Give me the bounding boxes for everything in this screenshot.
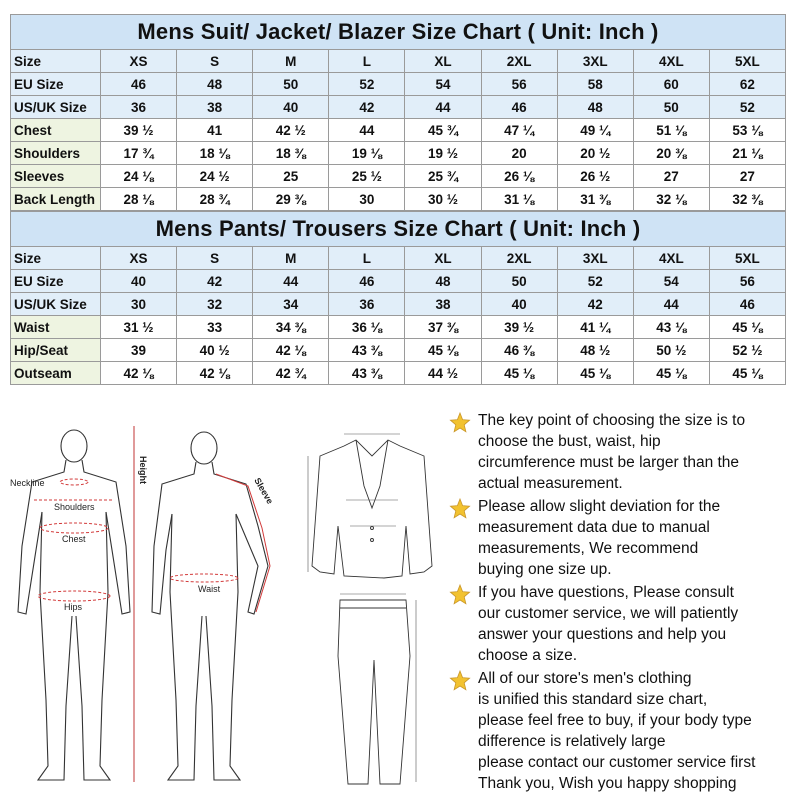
suit-row-label: Chest [11,119,101,142]
pants-cell: 42 ¾ [253,362,329,385]
suit-cell: 48 [557,96,633,119]
suit-cell: 5XL [709,50,785,73]
jacket-sketch [312,440,432,578]
note-text: Please allow slight deviation for the measurement data due to manual measurements, We recommend buying one size up. [478,498,721,578]
front-measure-lines [34,426,134,782]
pants-cell: 46 ⅜ [481,339,557,362]
pants-cell: 38 [405,293,481,316]
pants-row [11,339,786,362]
note-item [446,582,792,666]
note-text: All of our store's men's clothing is unified this standard size chart, please feel free to buy, if your body type difference is relatively large please contact our customer service first Thank you, Wish you happy shopping [478,670,756,792]
pants-cell: 48 [405,270,481,293]
suit-row-label: US/UK Size [11,96,101,119]
suit-cell: 31 ⅛ [481,188,557,211]
pants-row-label: US/UK Size [11,293,101,316]
suit-cell: 24 ½ [177,165,253,188]
suit-cell: 53 ⅛ [709,119,785,142]
pants-cell: 45 ⅛ [709,362,785,385]
suit-row-label: Size [11,50,101,73]
star-icon [448,497,472,521]
pants-cell: 42 ⅛ [101,362,177,385]
suit-cell: 2XL [481,50,557,73]
pants-cell: 34 ⅜ [253,316,329,339]
suit-cell: 20 ½ [557,142,633,165]
pants-cell: 45 ⅛ [481,362,557,385]
size-chart-sheet [10,14,786,385]
suit-cell: 25 ½ [329,165,405,188]
pants-cell: 46 [709,293,785,316]
suit-cell: 24 ⅛ [101,165,177,188]
pants-cell: 56 [709,270,785,293]
pants-cell: 44 ½ [405,362,481,385]
pants-cell: 45 ⅛ [557,362,633,385]
suit-cell: 50 [633,96,709,119]
pants-cell: L [329,247,405,270]
suit-cell: 45 ¾ [405,119,481,142]
measurement-guide [0,404,800,800]
pants-cell: XS [101,247,177,270]
trousers-sketch [338,600,410,784]
pants-cell: 54 [633,270,709,293]
pants-cell: M [253,247,329,270]
pants-cell: 34 [253,293,329,316]
pants-cell: 2XL [481,247,557,270]
pants-row-label: EU Size [11,270,101,293]
suit-cell: 28 ⅛ [101,188,177,211]
suit-row-label: Shoulders [11,142,101,165]
label-neckline: Neckline [10,478,45,488]
pants-chart-title-row [11,212,786,247]
pants-cell: 42 ⅛ [253,339,329,362]
pants-row [11,293,786,316]
pants-row [11,362,786,385]
suit-cell: 31 ⅜ [557,188,633,211]
note-text: If you have questions, Please consult our customer service, we will patiently answer your questions and help you choose a size. [478,584,739,664]
suit-cell: 27 [709,165,785,188]
pants-cell: 31 ½ [101,316,177,339]
suit-cell: 62 [709,73,785,96]
suit-cell: XL [405,50,481,73]
suit-cell: 20 [481,142,557,165]
suit-cell: 19 ⅛ [329,142,405,165]
measurement-figures [8,416,438,796]
pants-cell: 48 ½ [557,339,633,362]
label-sleeve: Sleeve [252,476,276,506]
suit-cell: 58 [557,73,633,96]
suit-size-table [10,14,786,211]
suit-cell: 36 [101,96,177,119]
suit-cell: 47 ¼ [481,119,557,142]
suit-row-label: EU Size [11,73,101,96]
suit-cell: 52 [709,96,785,119]
label-height: Height [138,456,148,484]
suit-cell: 20 ⅜ [633,142,709,165]
notes-list [446,410,792,796]
pants-row [11,316,786,339]
suit-cell: 50 [253,73,329,96]
suit-cell: 51 ⅛ [633,119,709,142]
pants-cell: 40 ½ [177,339,253,362]
suit-row [11,73,786,96]
suit-cell: XS [101,50,177,73]
suit-cell: 17 ¾ [101,142,177,165]
label-hips: Hips [64,602,83,612]
pants-cell: 40 [481,293,557,316]
pants-cell: 39 [101,339,177,362]
suit-cell: 25 [253,165,329,188]
pants-row-label: Size [11,247,101,270]
label-shoulders: Shoulders [54,502,95,512]
suit-row-label: Back Length [11,188,101,211]
pants-cell: 33 [177,316,253,339]
suit-cell: 40 [253,96,329,119]
note-text: The key point of choosing the size is to choose the bust, waist, hip circumference must be larger than the actual measurement. [478,412,746,492]
pants-chart-title: Mens Pants/ Trousers Size Chart ( Unit: Inch ) [11,212,786,247]
pants-cell: 42 [177,270,253,293]
suit-cell: 4XL [633,50,709,73]
back-body-figure [152,432,268,780]
suit-cell: 3XL [557,50,633,73]
pants-cell: 41 ¼ [557,316,633,339]
suit-cell: 39 ½ [101,119,177,142]
pants-cell: 43 ⅛ [633,316,709,339]
pants-cell: 45 ⅛ [405,339,481,362]
pants-cell: 44 [633,293,709,316]
suit-cell: S [177,50,253,73]
suit-cell: 42 [329,96,405,119]
pants-row [11,270,786,293]
pants-cell: 37 ⅜ [405,316,481,339]
suit-row [11,142,786,165]
suit-chart-title: Mens Suit/ Jacket/ Blazer Size Chart ( Unit: Inch ) [11,15,786,50]
pants-cell: 52 ½ [709,339,785,362]
suit-cell: 52 [329,73,405,96]
pants-cell: 52 [557,270,633,293]
suit-cell: 41 [177,119,253,142]
pants-cell: 43 ⅜ [329,339,405,362]
suit-cell: 48 [177,73,253,96]
suit-cell: 38 [177,96,253,119]
suit-cell: 26 ⅛ [481,165,557,188]
pants-cell: 36 ⅛ [329,316,405,339]
suit-cell: 42 ½ [253,119,329,142]
star-icon [448,411,472,435]
pants-cell: 45 ⅛ [709,316,785,339]
pants-cell: 46 [329,270,405,293]
suit-cell: 19 ½ [405,142,481,165]
pants-cell: 45 ⅛ [633,362,709,385]
label-chest: Chest [62,534,86,544]
suit-cell: 54 [405,73,481,96]
pants-cell: 3XL [557,247,633,270]
suit-row [11,165,786,188]
suit-cell: 26 ½ [557,165,633,188]
star-icon [448,583,472,607]
suit-row-label: Sleeves [11,165,101,188]
pants-cell: S [177,247,253,270]
pants-cell: 50 ½ [633,339,709,362]
suit-chart-title-row [11,15,786,50]
suit-cell: M [253,50,329,73]
pants-row-label: Waist [11,316,101,339]
pants-cell: 36 [329,293,405,316]
pants-cell: XL [405,247,481,270]
note-item [446,668,792,794]
suit-cell: 44 [329,119,405,142]
suit-cell: 46 [481,96,557,119]
suit-cell: 30 ½ [405,188,481,211]
suit-cell: 29 ⅜ [253,188,329,211]
pants-cell: 4XL [633,247,709,270]
suit-row [11,50,786,73]
suit-cell: 49 ¼ [557,119,633,142]
body-figures-illustration [8,416,438,796]
suit-cell: 25 ¾ [405,165,481,188]
pants-row-label: Hip/Seat [11,339,101,362]
pants-cell: 44 [253,270,329,293]
pants-cell: 30 [101,293,177,316]
suit-row [11,188,786,211]
suit-cell: 27 [633,165,709,188]
suit-row [11,96,786,119]
pants-cell: 42 ⅛ [177,362,253,385]
pants-size-table [10,211,786,385]
suit-cell: 56 [481,73,557,96]
pants-cell: 43 ⅜ [329,362,405,385]
suit-cell: 60 [633,73,709,96]
suit-cell: 44 [405,96,481,119]
pants-cell: 50 [481,270,557,293]
pants-cell: 40 [101,270,177,293]
suit-cell: 21 ⅛ [709,142,785,165]
suit-cell: 32 ⅜ [709,188,785,211]
pants-row [11,247,786,270]
suit-cell: L [329,50,405,73]
pants-cell: 32 [177,293,253,316]
pants-row-label: Outseam [11,362,101,385]
suit-cell: 46 [101,73,177,96]
pants-cell: 5XL [709,247,785,270]
suit-cell: 28 ¾ [177,188,253,211]
note-item [446,496,792,580]
suit-row [11,119,786,142]
pants-cell: 42 [557,293,633,316]
note-item [446,410,792,494]
suit-cell: 32 ⅛ [633,188,709,211]
star-icon [448,669,472,693]
suit-cell: 18 ⅜ [253,142,329,165]
suit-cell: 18 ⅛ [177,142,253,165]
label-waist: Waist [198,584,221,594]
pants-cell: 39 ½ [481,316,557,339]
suit-cell: 30 [329,188,405,211]
